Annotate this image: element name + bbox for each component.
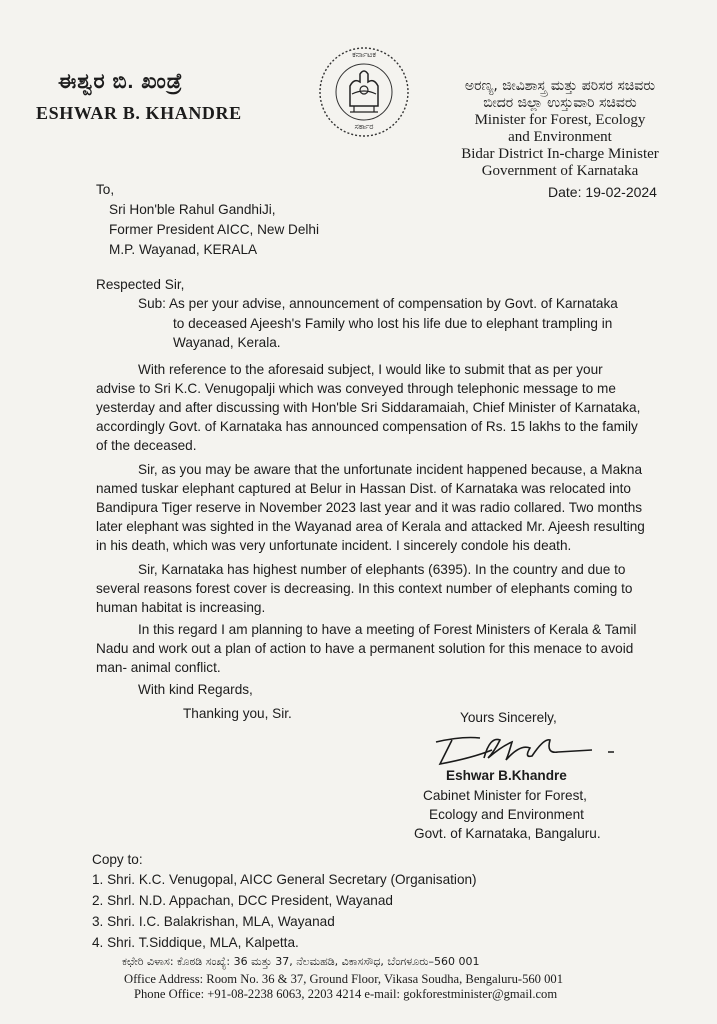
paragraph-3-line-3: human habitat is increasing. xyxy=(96,600,266,615)
signatory-title-1: Cabinet Minister for Forest, xyxy=(423,788,587,803)
paragraph-3-line-1: Sir, Karnataka has highest number of elephants (6395). In the country and due to xyxy=(138,562,626,577)
list-item: 2. Shrl. N.D. Appachan, DCC President, Wayanad xyxy=(92,893,393,908)
subject-line-3: Wayanad, Kerala. xyxy=(173,335,281,350)
letter-date: Date: 19-02-2024 xyxy=(548,184,657,200)
paragraph-2-line-1: Sir, as you may be aware that the unfortunate incident happened because, a Makna xyxy=(138,462,643,477)
name-english: ESHWAR B. KHANDRE xyxy=(36,103,242,123)
designation-line-4: Government of Karnataka xyxy=(481,163,639,179)
paragraph-4-line-3: man- animal conflict. xyxy=(96,660,221,675)
closing-thanks: Thanking you, Sir. xyxy=(183,706,292,721)
seal-bottom-text: ಸರ್ಕಾರ xyxy=(354,122,374,131)
paragraph-1-line-3: yesterday and after discussing with Hon'ble Sri Siddaramaiah, Chief Minister of Karnataka, xyxy=(96,400,641,415)
paragraph-2-line-3: Bandipura Tiger reserve in November 2023 last year and it was radio collared. Two months xyxy=(96,500,643,515)
signatory-title-2: Ecology and Environment xyxy=(429,807,584,822)
paragraph-2-line-5: in his death, which was very unfortunate incident. I sincerely condole his death. xyxy=(96,538,572,553)
paragraph-4-line-1: In this regard I am planning to have a meeting of Forest Ministers of Kerala & Tamil xyxy=(138,622,637,637)
address-line-2: Former President AICC, New Delhi xyxy=(109,222,320,237)
yours-sincerely: Yours Sincerely, xyxy=(460,710,557,725)
footer-phone-email: Phone Office: +91-08-2238 6063, 2203 4214 e-mail: gokforestminister@gmail.com xyxy=(134,987,558,1001)
paragraph-1-line-1: With reference to the aforesaid subject, I would like to submit that as per your xyxy=(138,362,603,377)
seal-top-text: ಕರ್ನಾಟಕ xyxy=(352,50,376,59)
karnataka-seal-emblem xyxy=(316,44,412,140)
designation-line-3: Bidar District In-charge Minister xyxy=(461,146,659,162)
paragraph-1-line-5: of the deceased. xyxy=(96,438,197,453)
subject-line-1: Sub: As per your advise, announcement of compensation by Govt. of Karnataka xyxy=(138,296,618,311)
paragraph-1-line-2: advise to Sri K.C. Venugopalji which was conveyed through telephonic message to me xyxy=(96,381,616,396)
handwritten-signature xyxy=(432,728,622,770)
address-line-1: Sri Hon'ble Rahul GandhiJi, xyxy=(109,202,276,217)
name-kannada: ಈಶ್ವರ ಬಿ. ಖಂಡ್ರೆ xyxy=(58,70,183,93)
designation-block xyxy=(430,78,690,180)
address-to: To, xyxy=(96,182,115,197)
list-item: 4. Shri. T.Siddique, MLA, Kalpetta. xyxy=(92,935,299,950)
closing-regards: With kind Regards, xyxy=(138,682,253,697)
designation-kannada-2: ಬೀದರ ಜಿಲ್ಲಾ ಉಸ್ತುವಾರಿ ಸಚಿವರು xyxy=(483,95,637,111)
copy-to-heading: Copy to: xyxy=(92,852,143,867)
footer-office-address: Office Address: Room No. 36 & 37, Ground Floor, Vikasa Soudha, Bengaluru-560 001 xyxy=(124,972,564,986)
paragraph-2-line-4: later elephant was sighted in the Wayanad area of Kerala and attacked Mr. Ajeesh resulting xyxy=(96,519,645,534)
signatory-name: Eshwar B.Khandre xyxy=(446,768,567,783)
address-line-3: M.P. Wayanad, KERALA xyxy=(109,242,258,257)
paragraph-3-line-2: several reasons forest cover is decreasing. In this context number of elephants coming to xyxy=(96,581,633,596)
salutation: Respected Sir, xyxy=(96,277,185,292)
signatory-title-3: Govt. of Karnataka, Bangaluru. xyxy=(414,826,601,841)
footer-kannada-address: ಕಛೇರಿ ವಿಳಾಸ: ಕೊಠಡಿ ಸಂಖ್ಯೆ: 36 ಮತ್ತು 37, ನೆಲಮಹಡಿ, ವಿಕಾಸಸೌಧ, ಬೆಂಗಳೂರು–560 001 xyxy=(122,955,480,968)
designation-line-2: and Environment xyxy=(508,129,612,145)
paragraph-1-line-4: accordingly Govt. of Karnataka has announced compensation of Rs. 15 lakhs to the family xyxy=(96,419,638,434)
designation-line-1: Minister for Forest, Ecology xyxy=(474,112,646,128)
designation-kannada-1: ಅರಣ್ಯ, ಜೀವಿಶಾಸ್ತ್ರ ಮತ್ತು ಪರಿಸರ ಸಚಿವರು xyxy=(464,78,656,94)
subject-line-2: to deceased Ajeesh's Family who lost his life due to elephant trampling in xyxy=(173,316,613,331)
list-item: 3. Shri. I.C. Balakrishan, MLA, Wayanad xyxy=(92,914,335,929)
paragraph-4-line-2: Nadu and work out a plan of action to have a permanent solution for this menace to avoid xyxy=(96,641,634,656)
paragraph-2-line-2: named tuskar elephant captured at Belur in Hassan Dist. of Karnataka was relocated into xyxy=(96,481,631,496)
list-item: 1. Shri. K.C. Venugopal, AICC General Secretary (Organisation) xyxy=(92,872,477,887)
